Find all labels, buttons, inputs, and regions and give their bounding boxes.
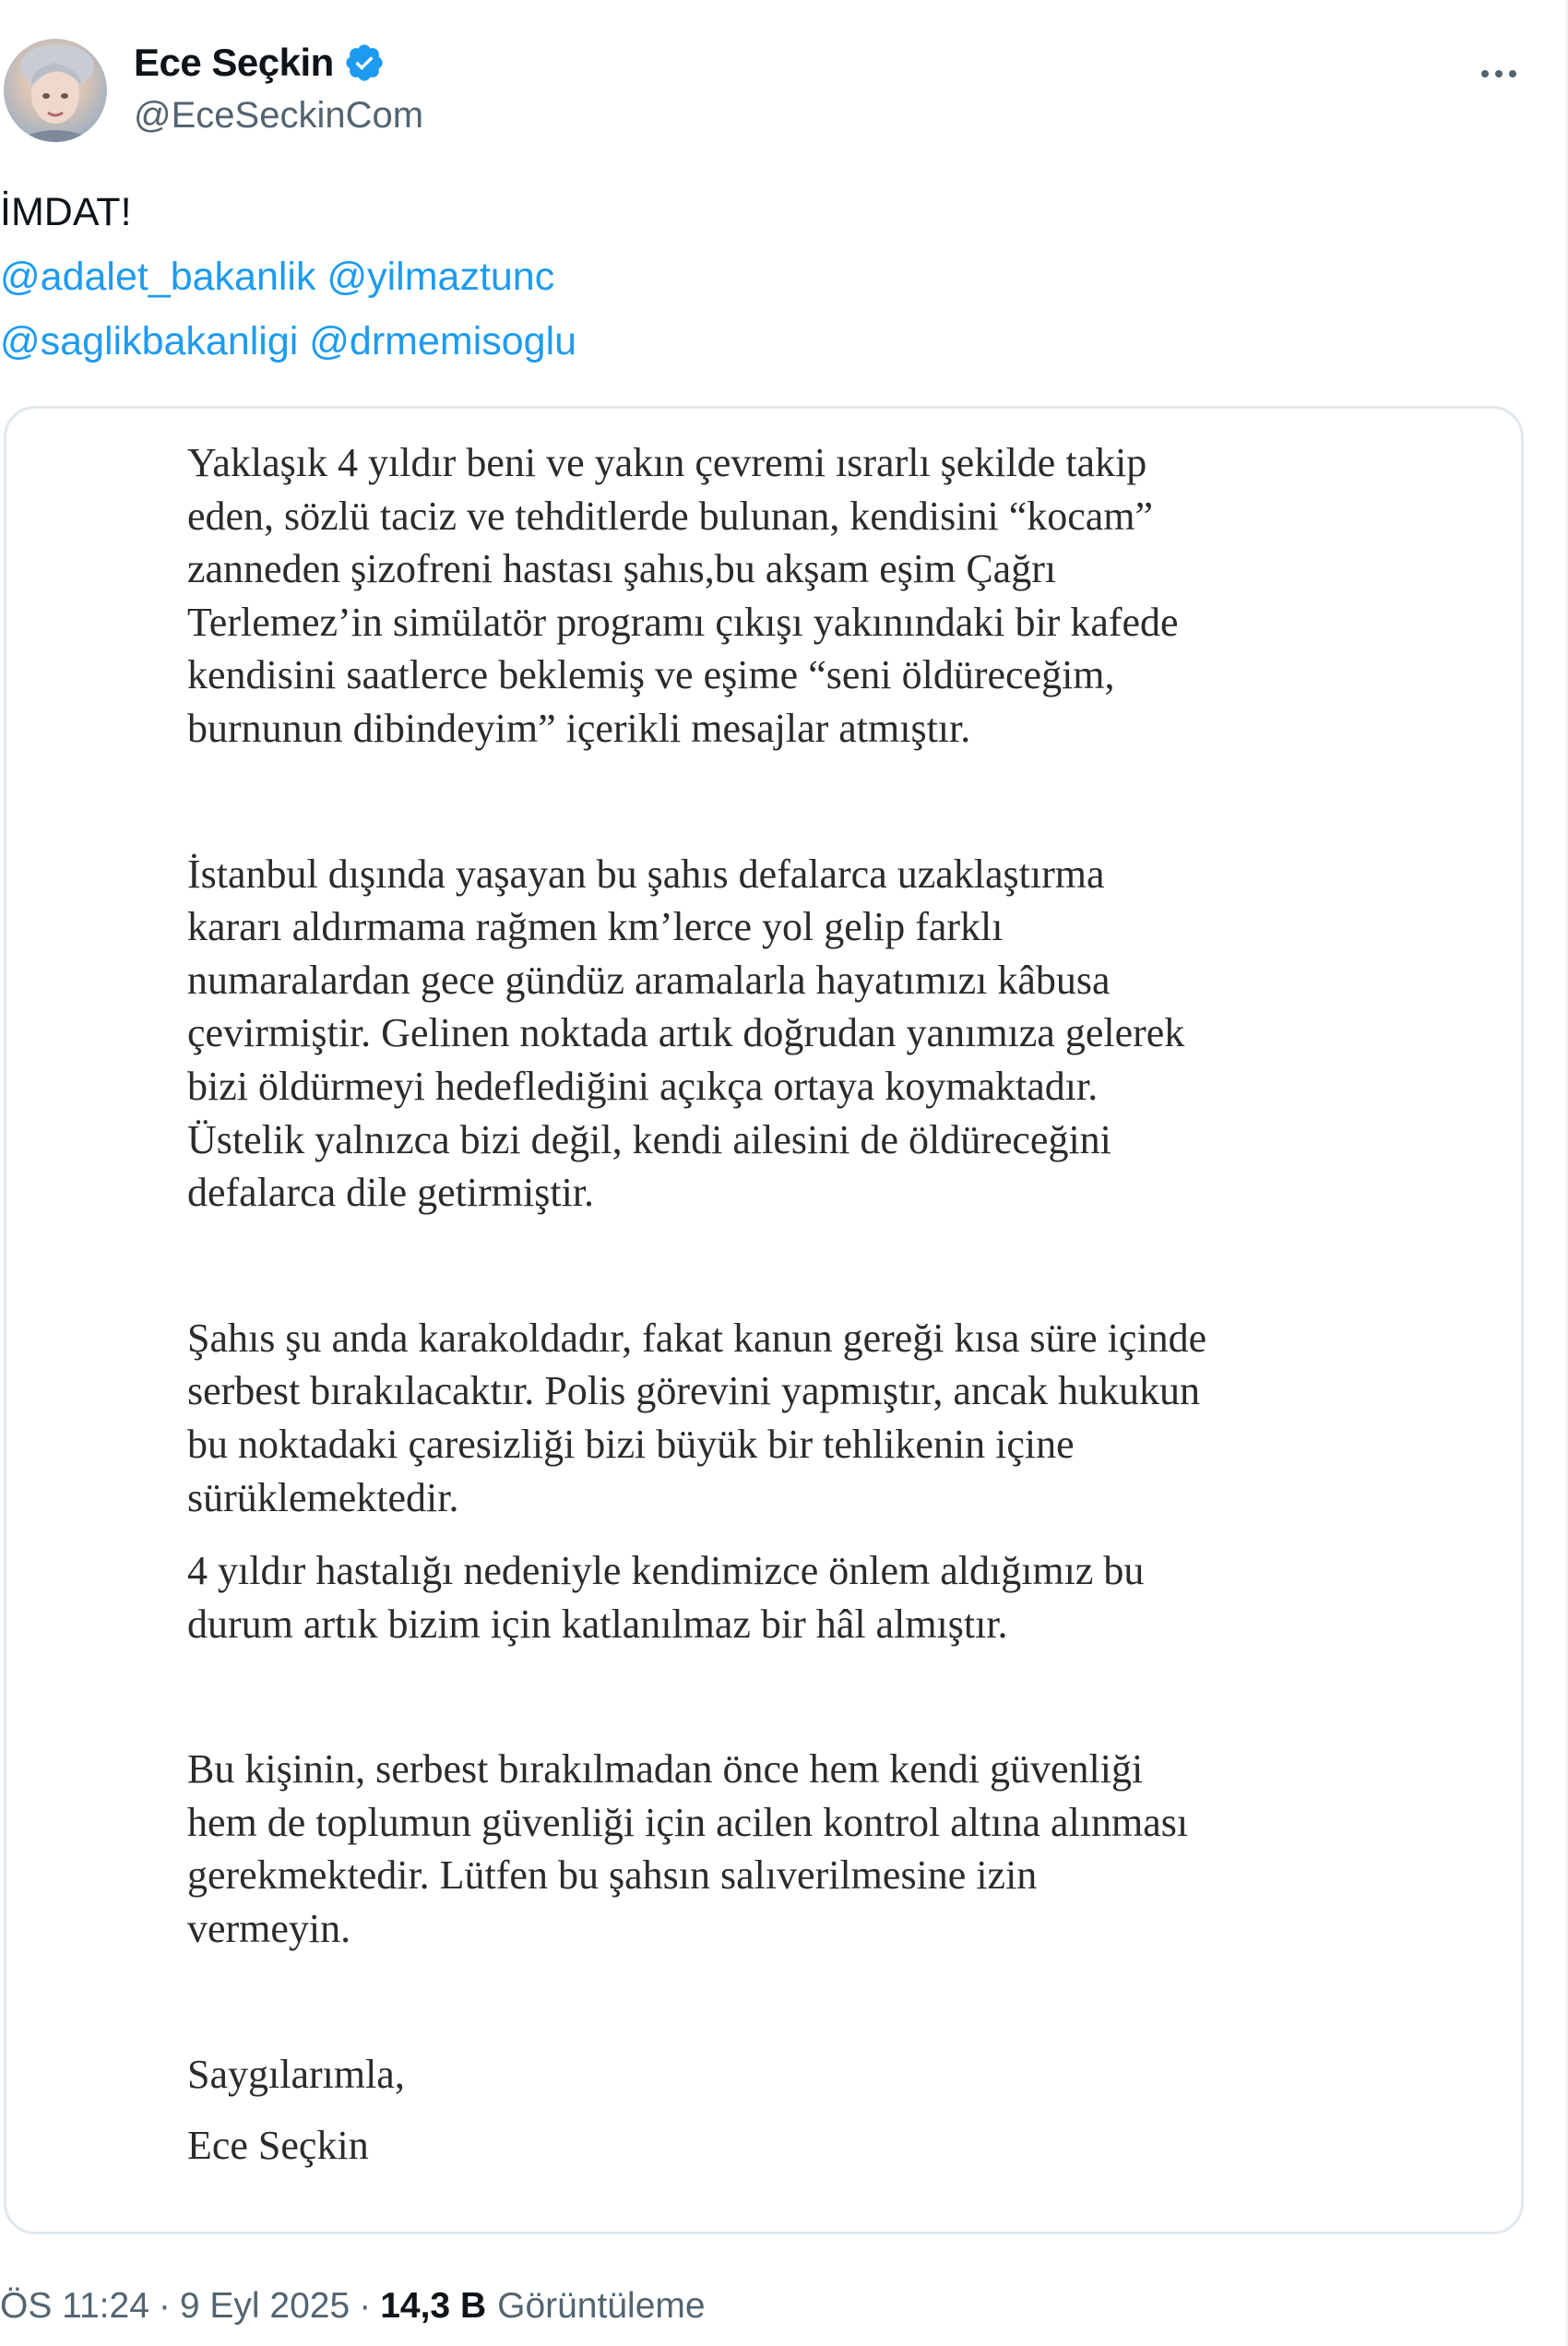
avatar[interactable]: [4, 39, 107, 142]
letter-paragraph: Bu kişinin, serbest bırakılmadan önce hem kendi güvenliği hem de toplumun güvenliği için acilen kontrol altına alınması gerekmektedir. Lütfen bu şahsın salıverilmesine izin vermeyin.: [187, 1746, 1189, 1952]
more-options-icon-dot: [1495, 70, 1503, 77]
more-options-icon-dot: [1509, 70, 1516, 77]
letter-closing: Saygılarımla,: [187, 2051, 405, 2097]
tweet-header: [0, 18, 1568, 157]
more-options-icon: [1481, 70, 1489, 77]
avatar-photo: [4, 39, 107, 142]
attached-image[interactable]: [4, 406, 1524, 2234]
mention-link[interactable]: @yilmaztunc: [327, 255, 555, 299]
meta-separator: ·: [158, 2286, 171, 2326]
letter-signature: Ece Seçkin: [187, 2123, 369, 2169]
mention-link[interactable]: @adalet_bakanlik: [0, 255, 316, 299]
author-name-row: [134, 40, 386, 86]
more-options-button[interactable]: [1462, 55, 1536, 92]
views-label: Görüntüleme: [497, 2286, 706, 2326]
mention-line: [0, 309, 576, 374]
statement-letter: [187, 436, 1368, 2173]
mention-link[interactable]: @drmemisoglu: [309, 319, 577, 363]
tweet-headline: İMDAT!: [0, 190, 132, 234]
views-count[interactable]: 14,3 B: [380, 2286, 487, 2326]
letter-paragraph: Yaklaşık 4 yıldır beni ve yakın çevremi ısrarlı şekilde takip eden, sözlü taciz ve tehditlerde bulunan, kendisini “kocam” zanneden şizofreni hastası şahıs,bu akşam eşim Çağrı Terlemez’in simülatör programı çıkışı yakınındaki bir kafede kendisini saatlerce beklemiş ve eşime “seni öldüreceğim, burnunun dibindeyim” içerikli mesajlar atmıştır.: [187, 440, 1179, 751]
tweet-meta: [0, 2286, 706, 2327]
meta-separator: ·: [359, 2286, 372, 2326]
author-display-name[interactable]: Ece Seçkin: [134, 41, 334, 84]
mention-link[interactable]: @saglikbakanligi: [0, 319, 299, 363]
letter-paragraph: İstanbul dışında yaşayan bu şahıs defalarca uzaklaştırma kararı aldırmama rağmen km’lerce yol gelip farklı numaralardan gece gündüz aramalarla hayatımızı kâbusa çevirmiştir. Gelinen noktada artık doğrudan yanımıza gelerek bizi öldürmeyi hedeflediğini açıkça ortaya koymaktadır. Üstelik yalnızca bizi değil, kendi ailesini de öldüreceğini defalarca dile getirmiştir.: [187, 851, 1185, 1216]
tweet-date[interactable]: 9 Eyl 2025: [179, 2286, 350, 2326]
tweet-text: [0, 180, 576, 374]
letter-paragraph: Şahıs şu anda karakoldadır, fakat kanun gereği kısa süre içinde serbest bırakılacaktır. Polis görevini yapmıştır, ancak hukukun bu noktadaki çaresizliği bizi büyük bir tehlikenin içine sürüklemektedir.: [187, 1315, 1207, 1520]
mention-line: [0, 244, 576, 309]
verified-badge-icon: [343, 42, 386, 84]
letter-paragraph: 4 yıldır hastalığı nedeniyle kendimizce önlem aldığımız bu durum artık bizim için katlanılmaz bir hâl almıştır.: [187, 1548, 1145, 1647]
tweet-time[interactable]: ÖS 11:24: [0, 2286, 149, 2326]
author-handle[interactable]: @EceSeckinCom: [134, 95, 424, 136]
